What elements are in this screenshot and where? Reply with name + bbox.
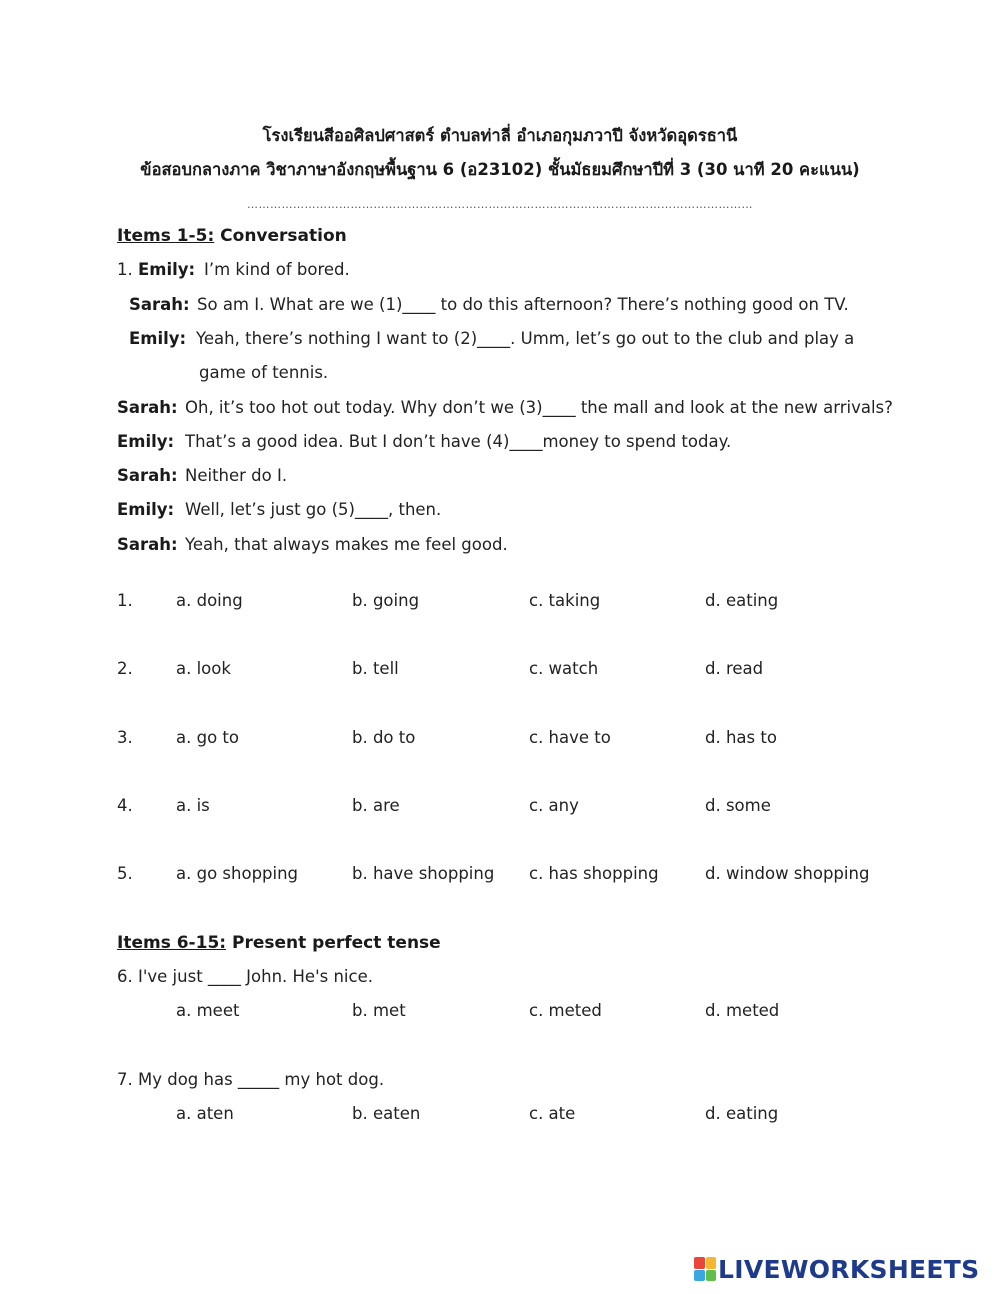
dialogue-line bbox=[129, 295, 849, 314]
option-a[interactable]: a. meet bbox=[176, 1001, 240, 1020]
option-c[interactable]: c. has shopping bbox=[529, 864, 659, 883]
exam-title: ข้อสอบกลางภาค วิชาภาษาอังกฤษพื้นฐาน 6 (อ23102) ชั้นมัธยมศึกษาปีที่ 3 (30 นาที 20 คะแนน) bbox=[140, 160, 860, 179]
separator-dots: …………………………………………………………………………………………………………………… bbox=[247, 198, 753, 211]
option-c[interactable]: c. meted bbox=[529, 1001, 602, 1020]
dialogue-text: Yeah, there’s nothing I want to (2)____. Umm, let’s go out to the club and play a bbox=[196, 329, 855, 348]
option-d[interactable]: d. eating bbox=[705, 591, 779, 610]
option-d[interactable]: d. has to bbox=[705, 728, 777, 747]
question-number: 4. bbox=[117, 796, 133, 815]
dialogue-line bbox=[199, 363, 328, 382]
section-label: Items 1-5: bbox=[117, 226, 215, 246]
dialogue-text: Oh, it’s too hot out today. Why don’t we (3)____ the mall and look at the new arrivals? bbox=[185, 398, 893, 417]
speaker-label: Sarah: bbox=[117, 466, 178, 485]
section-heading-conversation bbox=[117, 226, 347, 246]
option-a[interactable]: a. is bbox=[176, 796, 210, 815]
question-number: 1. bbox=[117, 591, 133, 610]
dialogue-text: game of tennis. bbox=[199, 363, 329, 382]
option-b[interactable]: b. eaten bbox=[352, 1104, 421, 1123]
speaker-label: Emily: bbox=[129, 329, 187, 348]
option-b[interactable]: b. are bbox=[352, 796, 400, 815]
speaker-label: Sarah: bbox=[117, 535, 178, 554]
question-stem: 6. I've just ____ John. He's nice. bbox=[117, 967, 373, 986]
school-header: โรงเรียนสีออศิลปศาสตร์ ตำบลท่าลี่ อำเภอกุมภวาปี จังหวัดอุดรธานี bbox=[262, 126, 738, 145]
option-c[interactable]: c. have to bbox=[529, 728, 611, 747]
option-b[interactable]: b. have shopping bbox=[352, 864, 495, 883]
option-d[interactable]: d. meted bbox=[705, 1001, 780, 1020]
dialogue-number: 1. bbox=[117, 260, 138, 279]
dialogue-line bbox=[117, 398, 893, 417]
speaker-label: Emily: bbox=[138, 260, 196, 279]
dialogue-line bbox=[129, 329, 854, 348]
section-label: Items 6-15: bbox=[117, 933, 227, 953]
option-b[interactable]: b. going bbox=[352, 591, 420, 610]
speaker-label: Sarah: bbox=[129, 295, 190, 314]
speaker-label: Emily: bbox=[117, 500, 175, 519]
speaker-label: Emily: bbox=[117, 432, 175, 451]
option-c[interactable]: c. ate bbox=[529, 1104, 576, 1123]
section-title: Conversation bbox=[214, 226, 347, 246]
option-d[interactable]: d. eating bbox=[705, 1104, 779, 1123]
option-d[interactable]: d. some bbox=[705, 796, 771, 815]
liveworksheets-logo-icon bbox=[694, 1257, 716, 1281]
dialogue-text: That’s a good idea. But I don’t have (4)____money to spend today. bbox=[185, 432, 732, 451]
option-b[interactable]: b. do to bbox=[352, 728, 416, 747]
section-title: Present perfect tense bbox=[226, 933, 441, 953]
dialogue-line bbox=[117, 535, 508, 554]
dialogue-text: Neither do I. bbox=[185, 466, 288, 485]
option-a[interactable]: a. go to bbox=[176, 728, 239, 747]
option-d[interactable]: d. read bbox=[705, 659, 764, 678]
option-a[interactable]: a. aten bbox=[176, 1104, 234, 1123]
dialogue-text: So am I. What are we (1)____ to do this afternoon? There’s nothing good on TV. bbox=[197, 295, 849, 314]
dialogue-line bbox=[117, 432, 731, 451]
brand-name: LIVEWORKSHEETS bbox=[718, 1254, 980, 1284]
speaker-label: Sarah: bbox=[117, 398, 178, 417]
dialogue-line bbox=[117, 260, 350, 279]
option-c[interactable]: c. taking bbox=[529, 591, 601, 610]
option-a[interactable]: a. doing bbox=[176, 591, 243, 610]
option-a[interactable]: a. go shopping bbox=[176, 864, 299, 883]
question-number: 2. bbox=[117, 659, 133, 678]
question-number: 5. bbox=[117, 864, 133, 883]
option-d[interactable]: d. window shopping bbox=[705, 864, 870, 883]
section-heading-present-perfect bbox=[117, 933, 441, 953]
question-stem: 7. My dog has _____ my hot dog. bbox=[117, 1070, 385, 1089]
option-b[interactable]: b. met bbox=[352, 1001, 406, 1020]
liveworksheets-logo[interactable] bbox=[694, 1252, 979, 1286]
option-c[interactable]: c. any bbox=[529, 796, 579, 815]
question-number: 3. bbox=[117, 728, 133, 747]
option-c[interactable]: c. watch bbox=[529, 659, 599, 678]
dialogue-text: Yeah, that always makes me feel good. bbox=[185, 535, 508, 554]
dialogue-line bbox=[117, 500, 441, 519]
option-b[interactable]: b. tell bbox=[352, 659, 399, 678]
dialogue-text: I’m kind of bored. bbox=[204, 260, 350, 279]
dialogue-line bbox=[117, 466, 287, 485]
dialogue-text: Well, let’s just go (5)____, then. bbox=[185, 500, 442, 519]
option-a[interactable]: a. look bbox=[176, 659, 231, 678]
